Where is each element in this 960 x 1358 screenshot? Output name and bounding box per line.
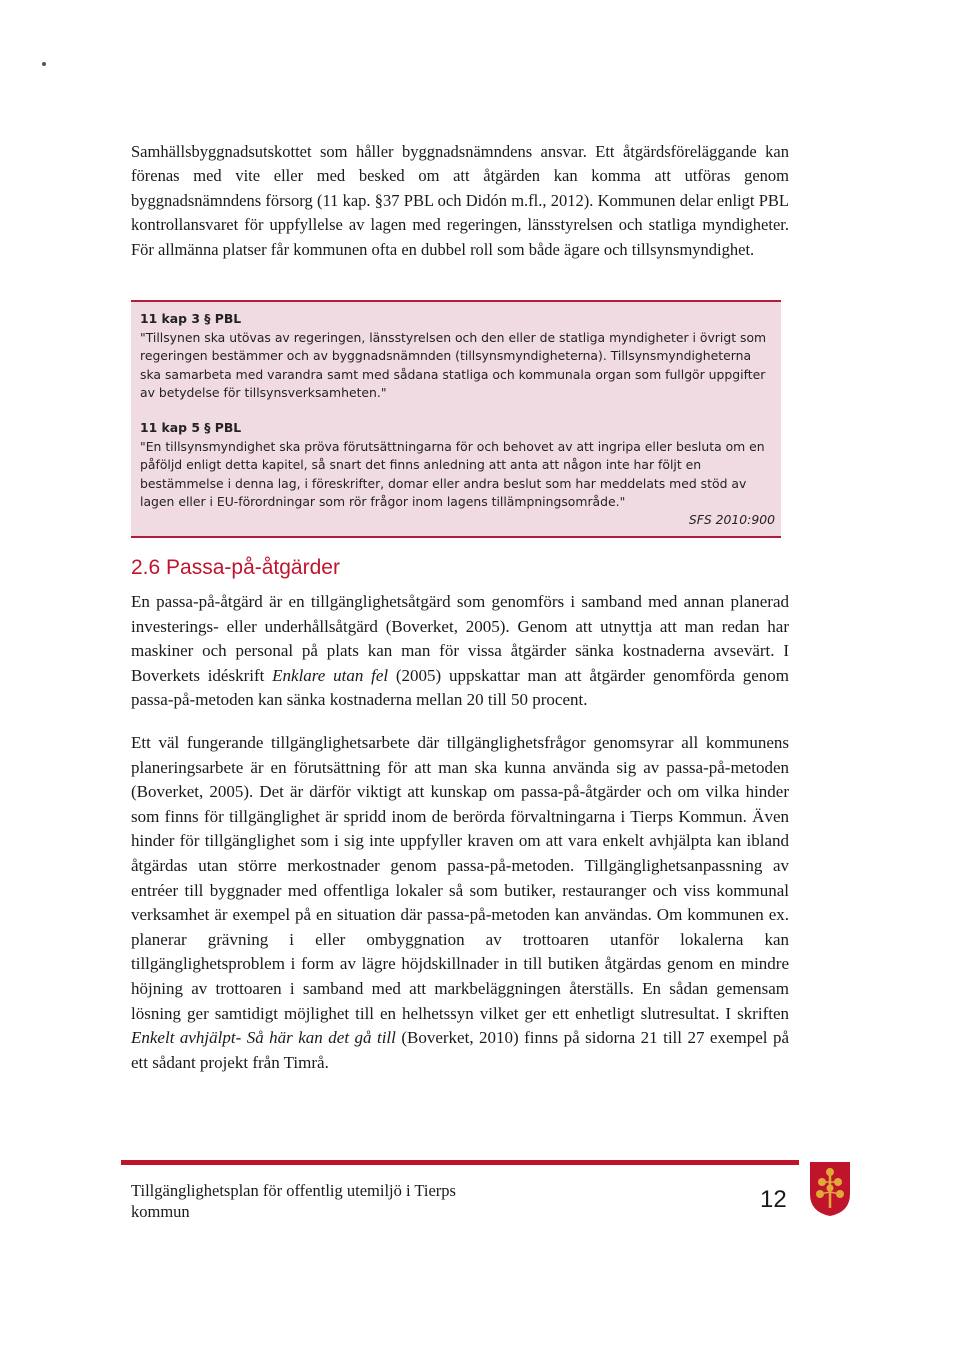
- body-paragraph: [131, 590, 789, 713]
- body-text: En passa-på-åtgärd är en tillgänglighetsåtgärd som genomförs i samband med annan planerad investerings- eller underhållsåtgärd (Boverket, 2005). Genom att utnyttja att man redan har maskiner och personal på plats kan man för vissa åtgärder sänka kostnaderna avsevärt. I Boverkets idéskrift: [131, 592, 789, 685]
- law-reference-title: 11 kap 5 § PBL: [140, 419, 242, 435]
- body-text: (2005) uppskattar man att åtgärder genomförda genom passa-på-metoden kan sänka kostnaderna mellan 20 till 50 procent.: [131, 665, 789, 710]
- body-text: (Boverket, 2010) finns på sidorna 21 till 27 exempel på ett sådant projekt från Timrå.: [131, 1028, 790, 1072]
- law-quote-text: "En tillsynsmyndighet ska pröva förutsättningarna för och behovet av att ingripa eller besluta om en påföljd enligt detta kapitel, så snart det finns anledning att anta att någon inte har följt en bestämmelse i denna lag, i föreskrifter, domar eller andra beslut som har meddelats med stöd av lagen eller i EU-förordningar som rör frågor inom lagens tillämpningsområde.": [140, 438, 765, 510]
- law-source: SFS 2010:900: [688, 512, 775, 528]
- municipal-coat-of-arms-icon: [808, 1160, 852, 1218]
- footer-title: Tillgänglighetsplan för offentlig utemiljö i Tierps kommun: [131, 1181, 456, 1221]
- page-number: 12: [760, 1186, 787, 1213]
- publication-title: Enkelt avhjälpt- Så här kan det gå till: [131, 1028, 396, 1048]
- law-quote-box: [131, 300, 781, 538]
- body-paragraph: [131, 731, 789, 1075]
- body-text: Ett väl fungerande tillgänglighetsarbete där tillgänglighetsfrågor genomsyrar all kommunens planeringsarbete är en förutsättning för att man ska kunna använda sig av passa-på-metoden (Boverket, 2005). Det är därför viktigt att kunskap om passa-på-åtgärder och om vilka hinder som finns för tillgänglighet är spridd inom de berörda förvaltningarna i Tierps Kommun. Även hinder för tillgänglighet som i sig inte uppfyller kraven om att vara enkelt avhjälpta kan ibland åtgärdas utan större merkostnader genom passa-på-metoden. Tillgänglighetsanpassning av entréer till byggnader med offentliga lokaler så som butiker, restauranger och viss kommunal verksamhet är exempel på en situation där passa-på-metoden kan användas. Om kommunen ex. planerar grävning i eller ombyggnation av trottoaren utanför lokalerna kan tillgänglighetsproblem i form av lägre höjdskillnader in till butiken åtgärdas genom en mindre höjning av trottoaren i samband med att markbeläggningen återställs. En sådan gemensam lösning ger samtidigt möjlighet till en helhetssyn vilket ger ett enhetligt slutresultat. I skriften: [131, 733, 789, 1023]
- publication-title: Enklare utan fel: [272, 665, 389, 685]
- intro-paragraph: Samhällsbyggnadsutskottet som håller byggnadsnämndens ansvar. Ett åtgärdsföreläggande kan förenas med vite eller med besked om att åtgärden kan komma att utföras genom byggnadsnämndens försorg (11 kap. §37 PBL och Didón m.fl., 2012). Kommunen delar enligt PBL kontrollansvaret för uppfyllelse av lagen med regeringen, länsstyrelsen och statliga myndigheter. För allmänna platser får kommunen ofta en dubbel roll som både ägare och tillsynsmyndighet.: [131, 142, 789, 259]
- law-quote-text: "Tillsynen ska utövas av regeringen, länsstyrelsen och den eller de statliga myndigheter i övrigt som regeringen bestämmer och av byggnadsnämnden (tillsynsmyndigheterna). Tillsynsmyndigheterna ska samarbeta med varandra samt med sådana statliga och kommunala organ som fullgör uppgifter av betydelse för tillsynsverksamheten.": [140, 329, 767, 401]
- scan-speck: [42, 62, 46, 66]
- section-heading: 2.6 Passa-på-åtgärder: [131, 556, 340, 579]
- law-reference-title: 11 kap 3 § PBL: [140, 311, 242, 326]
- footer-divider: [121, 1160, 799, 1165]
